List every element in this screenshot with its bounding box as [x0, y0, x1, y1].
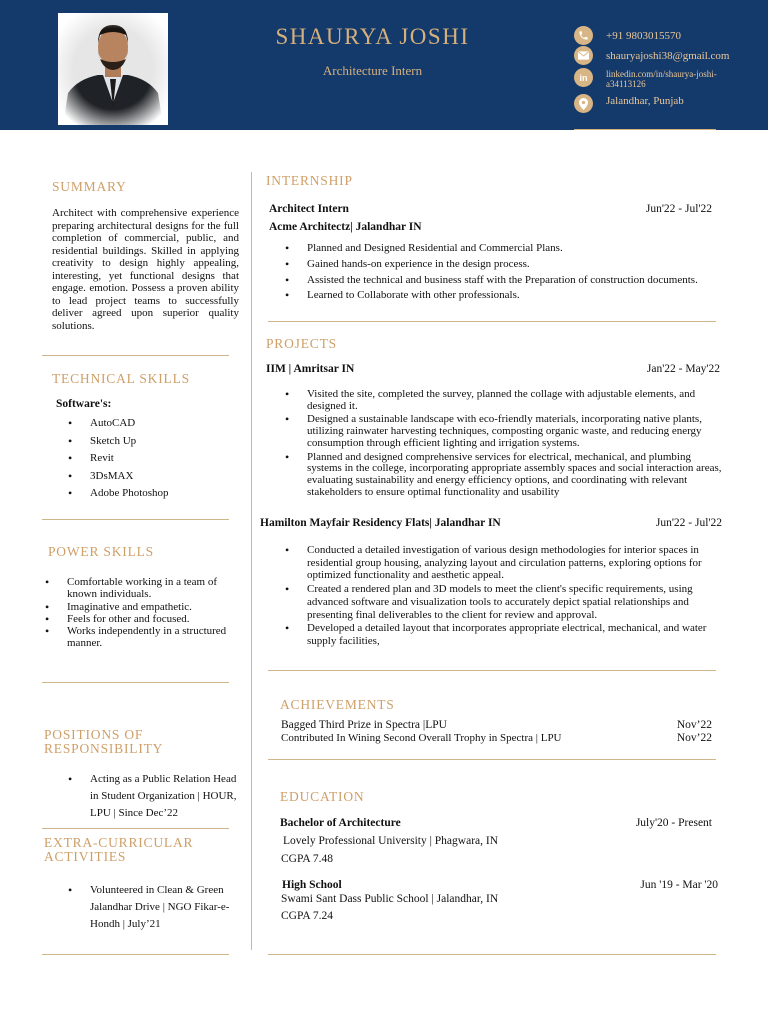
- summary-heading: SUMMARY: [52, 179, 127, 194]
- positions-heading: [44, 728, 163, 756]
- internship-heading: INTERNSHIP: [266, 173, 353, 188]
- software-subtitle: Software's:: [56, 398, 112, 410]
- extra-curricular-heading: [44, 836, 193, 864]
- list-item: • Created a rendered plan and 3D models to meet the client's specific requirements, using advanced software and visualization tools to accurately depict spatial relationships and presenting final deliverables to the client for review and approval.: [307, 583, 725, 621]
- header-rule: [574, 129, 716, 130]
- list-item: • Planned and designed comprehensive services for electrical, mechanical, and plumbing systems in the college, incorporating appropriate assembly spaces and social interaction areas, evaluating sustainability and energy efficiency options, and coordinating with relevant stakeholders to ensure optimal functionality and usability: [307, 452, 725, 499]
- internship-bullets: [307, 242, 707, 302]
- divider: [268, 321, 716, 322]
- achievement-date: Nov’22: [676, 719, 712, 731]
- education-grade: CGPA 7.48: [281, 853, 333, 865]
- internship-role: Architect Intern: [269, 203, 349, 215]
- education-grade: CGPA 7.24: [281, 910, 333, 922]
- location-text: Jalandhar, Punjab: [606, 95, 684, 107]
- education-school: Swami Sant Dass Public School | Jalandhar, IN: [281, 893, 499, 905]
- divider: [268, 670, 716, 671]
- project-date: Jun'22 - Jul'22: [655, 517, 722, 529]
- education-degree: Bachelor of Architecture: [280, 817, 401, 829]
- technical-skills-heading: TECHNICAL SKILLS: [52, 371, 190, 386]
- candidate-role: Architecture Intern: [322, 63, 423, 78]
- contact-location: [574, 94, 684, 113]
- internship-date: Jun'22 - Jul'22: [645, 203, 712, 215]
- list-item: • Designed a sustainable landscape with eco-friendly materials, incorporating native plants, utilizing rainwater harvesting techniques, composting organic waste, and reducing energy consumption through efficient lighting and irrigation systems.: [307, 414, 725, 449]
- list-item: • Acting as a Public Relation Head in Student Organization | HOUR, LPU | Since Dec’22: [90, 771, 240, 822]
- list-item: • Imaginative and empathetic.: [67, 601, 239, 613]
- project-bullets: [307, 544, 725, 648]
- project-title: Hamilton Mayfair Residency Flats| Jalandhar IN: [260, 517, 501, 529]
- list-item: • Gained hands-on experience in the design process.: [307, 258, 707, 270]
- list-item: • Learned to Collaborate with other professionals.: [307, 289, 707, 301]
- list-item: • Feels for other and focused.: [67, 613, 239, 625]
- extra-curricular-heading-line2: ACTIVITIES: [44, 849, 127, 864]
- list-item: • AutoCAD: [90, 415, 230, 433]
- positions-list: [90, 771, 240, 822]
- list-item: • Assisted the technical and business staff with the Preparation of construction documents.: [307, 274, 707, 286]
- contact-linkedin: [574, 68, 731, 90]
- list-item: • 3DsMAX: [90, 468, 230, 486]
- achievements-heading: ACHIEVEMENTS: [280, 697, 395, 712]
- achievement-date: Nov’22: [676, 732, 712, 744]
- phone-text[interactable]: +91 9803015570: [606, 30, 681, 42]
- divider: [268, 759, 716, 760]
- divider: [42, 828, 229, 829]
- project-date: Jan'22 - May'22: [646, 363, 720, 375]
- list-item: • Works independently in a structured manner.: [67, 625, 239, 650]
- summary-text: Architect with comprehensive experience preparing architectural designs for the full completion of commercial, public, and residential buildings. Skilled in applying creativity to design highly appealing, interesting, yet functional designs that engage. emotion. Possess a proven ability to lead project teams to successfully deliver agreed upon superior quality solutions.: [52, 207, 239, 332]
- resume-header: [0, 0, 768, 130]
- divider: [42, 682, 229, 683]
- location-pin-icon: [574, 94, 593, 113]
- achievement-item: Contributed In Wining Second Overall Trophy in Spectra | LPU: [281, 732, 562, 744]
- list-item: • Planned and Designed Residential and Commercial Plans.: [307, 242, 707, 254]
- extra-curricular-list: [90, 882, 240, 933]
- linkedin-icon: in: [574, 68, 593, 87]
- achievement-item: Bagged Third Prize in Spectra |LPU: [281, 719, 447, 731]
- email-link[interactable]: shauryajoshi38@gmail.com: [606, 50, 730, 62]
- divider: [42, 519, 229, 520]
- education-school: Lovely Professional University | Phagwara, IN: [283, 835, 499, 847]
- positions-heading-line2: RESPONSIBILITY: [44, 741, 164, 756]
- project-bullets: [307, 389, 725, 498]
- phone-icon: [574, 26, 593, 45]
- contact-phone: [574, 26, 681, 45]
- extra-curricular-heading-line1: EXTRA-CURRICULAR: [44, 835, 194, 850]
- list-item: • Comfortable working in a team of known individuals.: [67, 576, 239, 601]
- profile-photo: [58, 13, 168, 125]
- power-skills-list: [67, 576, 239, 650]
- power-skills-heading: POWER SKILLS: [48, 544, 154, 559]
- education-degree: High School: [282, 879, 342, 891]
- education-date: July'20 - Present: [635, 817, 712, 829]
- software-list: [90, 415, 230, 503]
- linkedin-link[interactable]: linkedin.com/in/shaurya-joshi-a34113126: [606, 69, 717, 89]
- divider: [268, 954, 716, 955]
- education-heading: EDUCATION: [280, 789, 365, 804]
- education-date: Jun '19 - Mar '20: [640, 879, 718, 891]
- candidate-name: SHAURYA JOSHI: [275, 24, 470, 49]
- list-item: • Revit: [90, 450, 230, 468]
- positions-heading-line1: POSITIONS OF: [44, 727, 144, 742]
- project-title: IIM | Amritsar IN: [266, 363, 355, 375]
- list-item: • Conducted a detailed investigation of various design methodologies for interior spaces in residential group housing, analyzing layout and circulation patterns, exploring options for optimized functionality and aesthetic appeal.: [307, 544, 725, 582]
- contact-email: [574, 46, 729, 65]
- list-item: • Sketch Up: [90, 433, 230, 451]
- list-item: • Volunteered in Clean & Green Jalandhar Drive | NGO Fikar-e-Hondh | July’21: [90, 882, 240, 933]
- email-icon: [574, 46, 593, 65]
- list-item: • Visited the site, completed the survey, planned the collage with adjustable elements, and designed it.: [307, 389, 725, 412]
- list-item: • Developed a detailed layout that incorporates appropriate electrical, mechanical, and water supply facilities,: [307, 622, 725, 647]
- divider: [42, 954, 229, 955]
- divider: [42, 355, 229, 356]
- projects-heading: PROJECTS: [266, 336, 337, 351]
- internship-company: Acme Architectz| Jalandhar IN: [269, 221, 422, 233]
- list-item: • Adobe Photoshop: [90, 485, 230, 503]
- column-divider: [251, 172, 252, 950]
